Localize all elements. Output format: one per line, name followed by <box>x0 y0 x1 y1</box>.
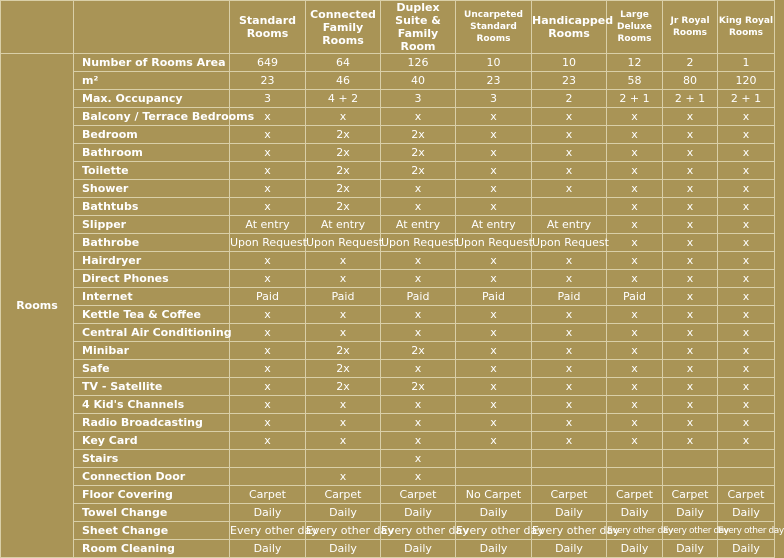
value-cell: 2x <box>306 180 381 198</box>
value-cell: At entry <box>532 216 607 234</box>
value-cell: x <box>381 270 456 288</box>
value-cell: 2x <box>381 378 456 396</box>
value-cell: Daily <box>381 540 456 558</box>
value-cell: x <box>456 432 532 450</box>
value-cell: x <box>718 432 775 450</box>
row-label: m² <box>74 72 230 90</box>
value-cell: 1 <box>718 54 775 72</box>
value-cell: x <box>306 468 381 486</box>
value-cell: x <box>718 414 775 432</box>
value-cell: x <box>532 144 607 162</box>
value-cell: 120 <box>718 72 775 90</box>
value-cell <box>663 450 718 468</box>
table-row <box>1 432 775 450</box>
value-cell: Every other day <box>607 522 663 540</box>
value-cell <box>607 468 663 486</box>
value-cell: x <box>663 216 718 234</box>
value-cell: x <box>230 144 306 162</box>
value-cell: Carpet <box>663 486 718 504</box>
value-cell: Upon Request <box>456 234 532 252</box>
value-cell: Paid <box>607 288 663 306</box>
value-cell: x <box>306 270 381 288</box>
value-cell <box>532 450 607 468</box>
row-label: Stairs <box>74 450 230 468</box>
row-label: Hairdryer <box>74 252 230 270</box>
value-cell <box>230 450 306 468</box>
value-cell: x <box>381 180 456 198</box>
value-cell: Daily <box>456 504 532 522</box>
value-cell: Paid <box>230 288 306 306</box>
table-row <box>1 414 775 432</box>
value-cell: x <box>607 414 663 432</box>
col-header: Duplex Suite & Family Room <box>381 1 456 54</box>
value-cell: x <box>381 324 456 342</box>
table-row <box>1 486 775 504</box>
value-cell: Daily <box>230 540 306 558</box>
value-cell: Every other day <box>306 522 381 540</box>
value-cell: x <box>718 324 775 342</box>
value-cell: x <box>663 396 718 414</box>
value-cell: x <box>532 252 607 270</box>
value-cell: x <box>718 396 775 414</box>
value-cell: x <box>532 342 607 360</box>
value-cell: x <box>381 432 456 450</box>
table-row <box>1 180 775 198</box>
value-cell: x <box>607 306 663 324</box>
value-cell: Paid <box>532 288 607 306</box>
row-label: Number of Rooms Area <box>74 54 230 72</box>
table-row <box>1 540 775 558</box>
row-label: Safe <box>74 360 230 378</box>
value-cell: x <box>663 342 718 360</box>
value-cell: Carpet <box>607 486 663 504</box>
table-row <box>1 378 775 396</box>
value-cell: x <box>718 360 775 378</box>
value-cell: Paid <box>456 288 532 306</box>
col-header: Jr Royal Rooms <box>663 1 718 54</box>
value-cell: x <box>663 378 718 396</box>
value-cell: Daily <box>532 540 607 558</box>
value-cell: x <box>607 144 663 162</box>
value-cell: Every other day <box>532 522 607 540</box>
table-row <box>1 144 775 162</box>
value-cell: x <box>230 378 306 396</box>
table-row <box>1 198 775 216</box>
value-cell: x <box>381 198 456 216</box>
value-cell: 10 <box>456 54 532 72</box>
value-cell: 46 <box>306 72 381 90</box>
table-row <box>1 54 775 72</box>
value-cell: x <box>456 108 532 126</box>
value-cell: x <box>663 306 718 324</box>
col-header: King Royal Rooms <box>718 1 775 54</box>
value-cell: x <box>663 324 718 342</box>
value-cell: No Carpet <box>456 486 532 504</box>
value-cell: Every other day <box>663 522 718 540</box>
value-cell: x <box>456 144 532 162</box>
value-cell <box>532 468 607 486</box>
value-cell: x <box>230 396 306 414</box>
value-cell: 2x <box>306 342 381 360</box>
value-cell: x <box>718 288 775 306</box>
value-cell: x <box>663 270 718 288</box>
value-cell: x <box>532 378 607 396</box>
value-cell: Daily <box>381 504 456 522</box>
value-cell: 2 + 1 <box>718 90 775 108</box>
value-cell: x <box>718 270 775 288</box>
value-cell <box>532 198 607 216</box>
value-cell: x <box>607 378 663 396</box>
value-cell: 2x <box>306 144 381 162</box>
row-label: 4 Kid's Channels <box>74 396 230 414</box>
value-cell: Upon Request <box>306 234 381 252</box>
value-cell: x <box>718 180 775 198</box>
value-cell <box>306 450 381 468</box>
value-cell: x <box>607 270 663 288</box>
value-cell: x <box>456 180 532 198</box>
value-cell: x <box>718 144 775 162</box>
value-cell: x <box>456 252 532 270</box>
value-cell: 3 <box>230 90 306 108</box>
table-row <box>1 504 775 522</box>
value-cell: x <box>718 216 775 234</box>
value-cell: 2x <box>306 126 381 144</box>
value-cell: x <box>306 324 381 342</box>
value-cell: Daily <box>306 540 381 558</box>
value-cell: 649 <box>230 54 306 72</box>
value-cell: x <box>230 432 306 450</box>
value-cell: x <box>663 288 718 306</box>
value-cell: x <box>456 306 532 324</box>
value-cell <box>456 450 532 468</box>
value-cell <box>456 468 532 486</box>
col-header: Standard Rooms <box>230 1 306 54</box>
value-cell: 2x <box>306 198 381 216</box>
value-cell: x <box>456 270 532 288</box>
table-row <box>1 234 775 252</box>
value-cell: 80 <box>663 72 718 90</box>
value-cell: 58 <box>607 72 663 90</box>
value-cell: x <box>381 468 456 486</box>
table-row <box>1 252 775 270</box>
table-row <box>1 450 775 468</box>
value-cell: x <box>607 162 663 180</box>
value-cell: 64 <box>306 54 381 72</box>
row-label: Room Cleaning <box>74 540 230 558</box>
row-label: Internet <box>74 288 230 306</box>
value-cell: x <box>306 432 381 450</box>
row-label: Kettle Tea & Coffee <box>74 306 230 324</box>
value-cell: 12 <box>607 54 663 72</box>
value-cell: x <box>718 162 775 180</box>
value-cell: 23 <box>456 72 532 90</box>
value-cell: x <box>663 414 718 432</box>
value-cell: x <box>532 396 607 414</box>
col-header: Uncarpeted Standard Rooms <box>456 1 532 54</box>
value-cell: 40 <box>381 72 456 90</box>
value-cell: Daily <box>607 504 663 522</box>
value-cell: Carpet <box>306 486 381 504</box>
row-label: Floor Covering <box>74 486 230 504</box>
value-cell: x <box>456 414 532 432</box>
value-cell: x <box>718 252 775 270</box>
value-cell: x <box>306 396 381 414</box>
value-cell: x <box>456 126 532 144</box>
value-cell: x <box>607 342 663 360</box>
value-cell: Every other day <box>230 522 306 540</box>
table-row <box>1 72 775 90</box>
value-cell: Upon Request <box>532 234 607 252</box>
value-cell: x <box>456 342 532 360</box>
row-label: Max. Occupancy <box>74 90 230 108</box>
table-row <box>1 342 775 360</box>
row-label: Direct Phones <box>74 270 230 288</box>
value-cell: x <box>607 198 663 216</box>
table-row <box>1 288 775 306</box>
value-cell: 3 <box>456 90 532 108</box>
value-cell: x <box>663 432 718 450</box>
value-cell: x <box>230 180 306 198</box>
value-cell: x <box>607 324 663 342</box>
value-cell: x <box>532 306 607 324</box>
value-cell: x <box>607 234 663 252</box>
value-cell: x <box>230 306 306 324</box>
value-cell: At entry <box>306 216 381 234</box>
value-cell: 126 <box>381 54 456 72</box>
value-cell: x <box>381 252 456 270</box>
value-cell: x <box>456 360 532 378</box>
table-row <box>1 90 775 108</box>
row-label: Balcony / Terrace Bedrooms <box>74 108 230 126</box>
value-cell: x <box>607 396 663 414</box>
value-cell <box>663 468 718 486</box>
row-label: Sheet Change <box>74 522 230 540</box>
value-cell: x <box>381 108 456 126</box>
table-row <box>1 126 775 144</box>
row-label: Key Card <box>74 432 230 450</box>
category-label: Rooms <box>1 54 74 558</box>
value-cell: Daily <box>456 540 532 558</box>
table-row <box>1 216 775 234</box>
value-cell: x <box>381 450 456 468</box>
table-row <box>1 468 775 486</box>
value-cell: Daily <box>718 540 775 558</box>
value-cell: x <box>607 180 663 198</box>
value-cell <box>230 468 306 486</box>
value-cell: Paid <box>381 288 456 306</box>
value-cell: x <box>532 180 607 198</box>
table-row <box>1 522 775 540</box>
value-cell: 3 <box>381 90 456 108</box>
value-cell: x <box>718 306 775 324</box>
value-cell: x <box>381 306 456 324</box>
value-cell: x <box>718 198 775 216</box>
value-cell: x <box>306 108 381 126</box>
value-cell: x <box>456 378 532 396</box>
value-cell: Every other day <box>718 522 775 540</box>
value-cell: x <box>532 108 607 126</box>
table-row <box>1 108 775 126</box>
value-cell: x <box>718 342 775 360</box>
value-cell: x <box>663 234 718 252</box>
row-label: Minibar <box>74 342 230 360</box>
row-label: Shower <box>74 180 230 198</box>
value-cell: Every other day <box>456 522 532 540</box>
row-label: Towel Change <box>74 504 230 522</box>
value-cell: x <box>607 252 663 270</box>
value-cell: x <box>381 414 456 432</box>
table-row <box>1 270 775 288</box>
row-label: Slipper <box>74 216 230 234</box>
value-cell: x <box>532 126 607 144</box>
value-cell: 2 + 1 <box>663 90 718 108</box>
value-cell: 2x <box>306 378 381 396</box>
value-cell: 4 + 2 <box>306 90 381 108</box>
value-cell: Daily <box>532 504 607 522</box>
row-label: Connection Door <box>74 468 230 486</box>
value-cell: x <box>718 126 775 144</box>
value-cell: Daily <box>607 540 663 558</box>
value-cell: x <box>607 216 663 234</box>
value-cell: Daily <box>718 504 775 522</box>
row-label: Toilette <box>74 162 230 180</box>
col-header: Connected Family Rooms <box>306 1 381 54</box>
value-cell: Every other day <box>381 522 456 540</box>
value-cell: x <box>381 396 456 414</box>
value-cell: x <box>663 144 718 162</box>
value-cell: x <box>607 108 663 126</box>
value-cell: x <box>230 270 306 288</box>
row-label: Radio Broadcasting <box>74 414 230 432</box>
value-cell: x <box>532 432 607 450</box>
col-header: Handicapped Rooms <box>532 1 607 54</box>
value-cell: x <box>230 342 306 360</box>
value-cell: 2x <box>381 144 456 162</box>
value-cell: x <box>230 198 306 216</box>
corner-cell <box>1 1 74 54</box>
value-cell <box>718 450 775 468</box>
value-cell: x <box>456 324 532 342</box>
row-label: Bathtubs <box>74 198 230 216</box>
row-label: Bedroom <box>74 126 230 144</box>
value-cell: x <box>230 108 306 126</box>
value-cell: x <box>230 414 306 432</box>
value-cell: x <box>532 360 607 378</box>
value-cell: Daily <box>306 504 381 522</box>
value-cell: 10 <box>532 54 607 72</box>
value-cell: x <box>663 360 718 378</box>
value-cell: x <box>663 162 718 180</box>
value-cell: x <box>663 108 718 126</box>
value-cell: At entry <box>456 216 532 234</box>
label-header-cell <box>74 1 230 54</box>
value-cell: 23 <box>532 72 607 90</box>
value-cell: 2 <box>663 54 718 72</box>
value-cell: x <box>456 198 532 216</box>
row-label: Bathrobe <box>74 234 230 252</box>
row-label: Central Air Conditioning <box>74 324 230 342</box>
value-cell: At entry <box>381 216 456 234</box>
table-row <box>1 324 775 342</box>
value-cell: Daily <box>663 504 718 522</box>
value-cell: Carpet <box>718 486 775 504</box>
value-cell: x <box>718 234 775 252</box>
value-cell: 2x <box>306 162 381 180</box>
value-cell: x <box>456 396 532 414</box>
value-cell: Upon Request <box>381 234 456 252</box>
value-cell: x <box>230 324 306 342</box>
value-cell: x <box>663 126 718 144</box>
col-header: Large Deluxe Rooms <box>607 1 663 54</box>
value-cell: Daily <box>230 504 306 522</box>
header-row <box>1 1 775 54</box>
value-cell: 2x <box>381 162 456 180</box>
value-cell <box>607 450 663 468</box>
value-cell: Daily <box>663 540 718 558</box>
value-cell: 2x <box>381 342 456 360</box>
value-cell: x <box>718 108 775 126</box>
value-cell: x <box>532 324 607 342</box>
value-cell: x <box>718 378 775 396</box>
value-cell: x <box>230 162 306 180</box>
value-cell: x <box>532 162 607 180</box>
value-cell: x <box>663 252 718 270</box>
value-cell: Paid <box>306 288 381 306</box>
value-cell: x <box>230 252 306 270</box>
value-cell: x <box>381 360 456 378</box>
value-cell: x <box>607 432 663 450</box>
value-cell: Carpet <box>230 486 306 504</box>
value-cell: x <box>306 252 381 270</box>
value-cell: x <box>532 414 607 432</box>
row-label: Bathroom <box>74 144 230 162</box>
value-cell: x <box>663 180 718 198</box>
value-cell: 2x <box>306 360 381 378</box>
value-cell: Carpet <box>532 486 607 504</box>
table-row <box>1 360 775 378</box>
value-cell <box>718 468 775 486</box>
value-cell: x <box>306 414 381 432</box>
value-cell: 2x <box>381 126 456 144</box>
table-row <box>1 306 775 324</box>
value-cell: 23 <box>230 72 306 90</box>
table-row <box>1 162 775 180</box>
value-cell: At entry <box>230 216 306 234</box>
value-cell: x <box>230 360 306 378</box>
value-cell: x <box>230 126 306 144</box>
value-cell: x <box>607 126 663 144</box>
value-cell: Carpet <box>381 486 456 504</box>
value-cell: x <box>607 360 663 378</box>
value-cell: x <box>532 270 607 288</box>
value-cell: Upon Request <box>230 234 306 252</box>
value-cell: 2 + 1 <box>607 90 663 108</box>
value-cell: 2 <box>532 90 607 108</box>
value-cell: x <box>306 306 381 324</box>
value-cell: x <box>663 198 718 216</box>
row-label: TV - Satellite <box>74 378 230 396</box>
value-cell: x <box>456 162 532 180</box>
table-row <box>1 396 775 414</box>
